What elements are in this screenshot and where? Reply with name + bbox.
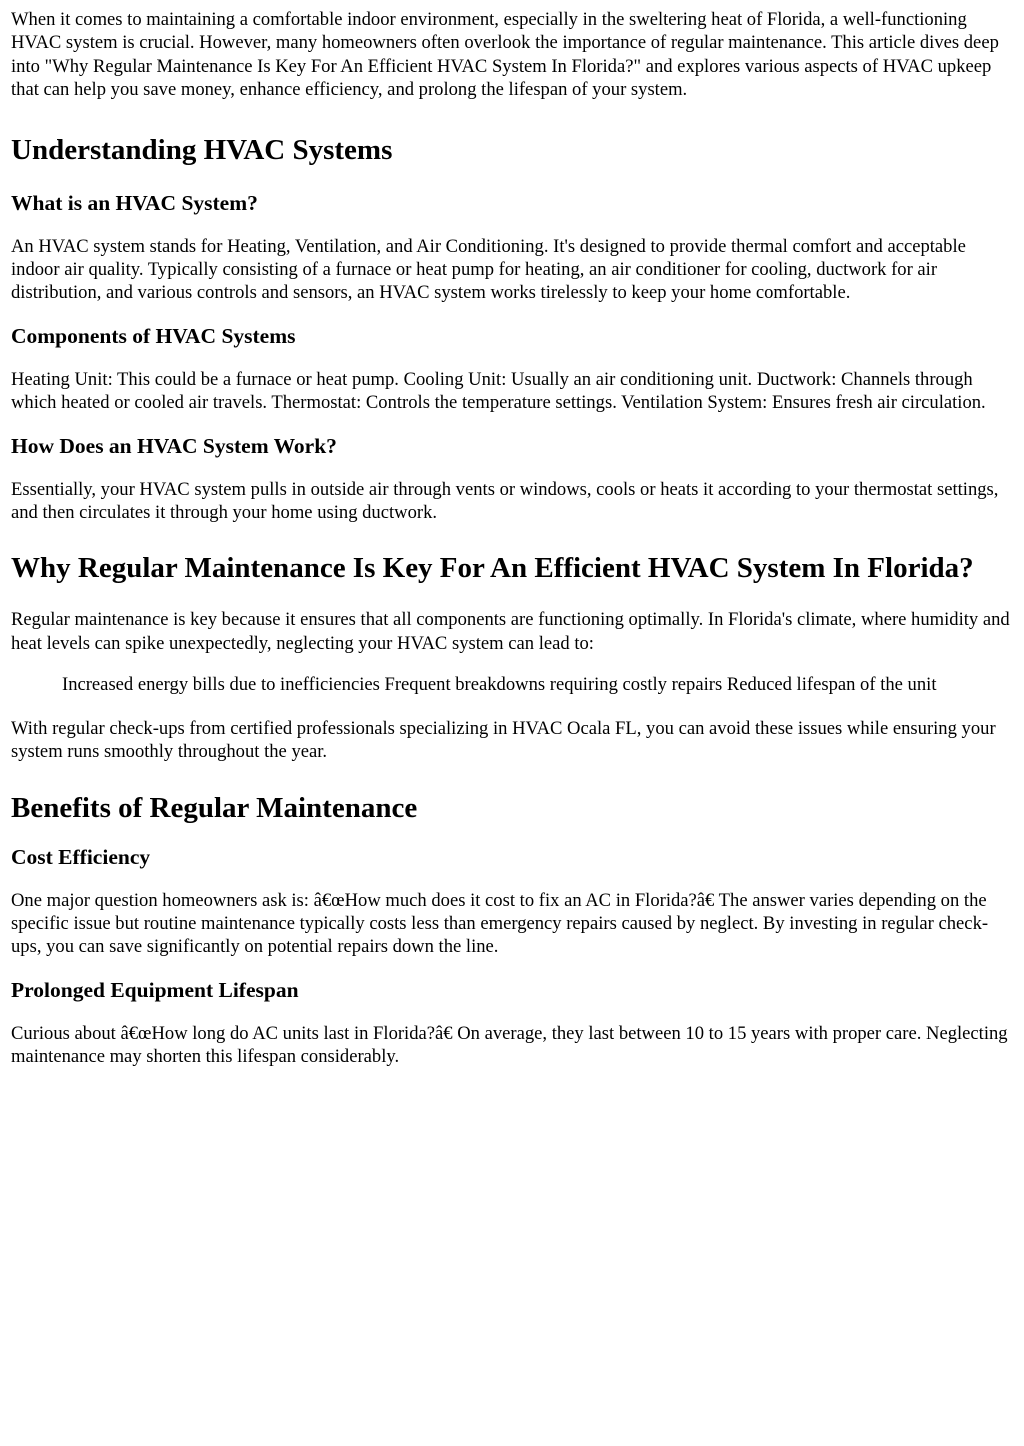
- heading-lifespan: Prolonged Equipment Lifespan: [11, 977, 299, 1002]
- paragraph-what-is-hvac: An HVAC system stands for Heating, Ventilation, and Air Conditioning. It's designed to provide thermal comfort and acceptable indoor air quality. Typically consisting of a furnace or heat pump for heating, an air conditioner for cooling, ductwork for air distribution, and various controls and sensors, an HVAC system works tirelessly to keep your home comfortable.: [11, 235, 966, 304]
- heading-why-maintenance: Why Regular Maintenance Is Key For An Efficient HVAC System In Florida?: [11, 552, 974, 585]
- heading-what-is-hvac: What is an HVAC System?: [11, 190, 258, 215]
- paragraph-why-maintenance: Regular maintenance is key because it ensures that all components are functioning optimally. In Florida's climate, where humidity and heat levels can spike unexpectedly, neglecting your HVAC system can lead to:: [11, 609, 1010, 654]
- heading-cost-efficiency: Cost Efficiency: [11, 844, 151, 869]
- heading-components: Components of HVAC Systems: [11, 323, 296, 348]
- paragraph-components: Heating Unit: This could be a furnace or heat pump. Cooling Unit: Usually an air conditioning unit. Ductwork: Channels through which heated or cooled air travels. Thermostat: Controls the temperature settings. Ventilation System: Ensures fresh air circulation.: [11, 368, 986, 414]
- paragraph-checkups: With regular check-ups from certified professionals specializing in HVAC Ocala FL, you can avoid these issues while ensuring your system runs smoothly throughout the year.: [11, 717, 996, 763]
- paragraph-cost-efficiency: One major question homeowners ask is: â€œHow much does it cost to fix an AC in Florida?â€ The answer varies depending on the specific issue but routine maintenance typically costs less than emergency repairs caused by neglect. By investing in regular check-ups, you can save significantly on potential repairs down the line.: [11, 889, 989, 958]
- heading-understanding-hvac: Understanding HVAC Systems: [11, 133, 393, 166]
- paragraph-how-it-works: Essentially, your HVAC system pulls in outside air through vents or windows, cools or heats it according to your thermostat settings, and then circulates it through your home using ductwork.: [11, 478, 999, 524]
- consequences-quote: Increased energy bills due to inefficiencies Frequent breakdowns requiring costly repairs Reduced lifespan of the unit: [62, 674, 937, 696]
- heading-how-it-works: How Does an HVAC System Work?: [11, 433, 337, 458]
- intro-paragraph: When it comes to maintaining a comfortable indoor environment, especially in the sweltering heat of Florida, a well-functioning HVAC system is crucial. However, many homeowners often overlook the importance of regular maintenance. This article dives deep into "Why Regular Maintenance Is Key For An Efficient HVAC System In Florida?" and explores various aspects of HVAC upkeep that can help you save money, enhance efficiency, and prolong the lifespan of your system.: [11, 9, 999, 101]
- heading-benefits: Benefits of Regular Maintenance: [11, 791, 418, 824]
- paragraph-lifespan: Curious about â€œHow long do AC units last in Florida?â€ On average, they last between 10 to 15 years with proper care. Neglecting maintenance may shorten this lifespan considerably.: [11, 1022, 1008, 1068]
